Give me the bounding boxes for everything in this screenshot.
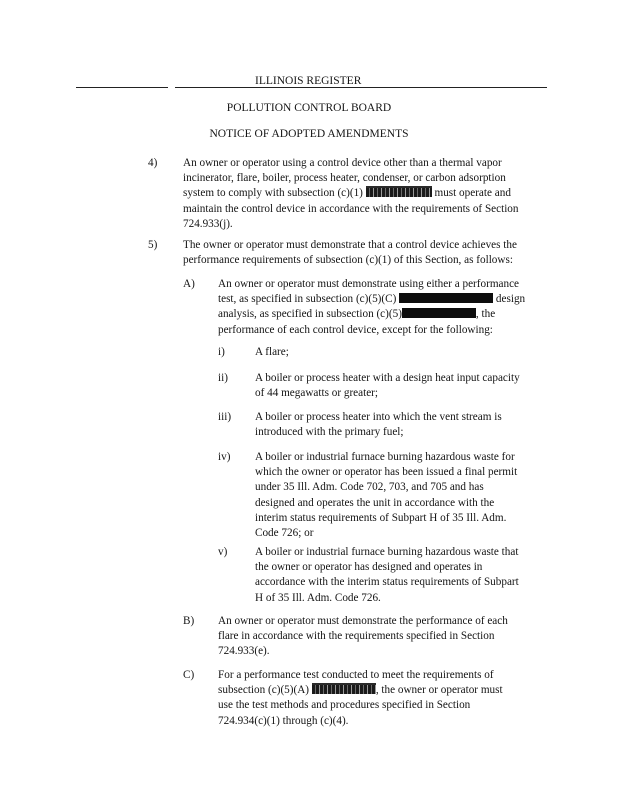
strikethrough-text <box>312 683 376 694</box>
text-line: 724.933(j). <box>183 217 233 230</box>
text-line: An owner or operator must demonstrate the performance of each <box>218 615 508 627</box>
text-line: 724.934(c)(1) through (c)(4). <box>218 714 349 727</box>
text-line: An owner or operator must demonstrate using either a performance <box>218 278 520 290</box>
paragraph-subitem-a <box>218 277 548 338</box>
text-line: 724.933(e). <box>218 645 270 658</box>
redacted-text <box>399 293 493 303</box>
text-line: subsection (c)(5)(A) , the owner or operator must <box>218 684 503 697</box>
text-line: A flare; <box>255 346 289 358</box>
text-line: performance of each control device, except for the following: <box>218 323 493 336</box>
text-line: Code 726; or <box>255 527 314 540</box>
roman-number: iv) <box>218 451 231 463</box>
paragraph-roman-v <box>255 545 555 606</box>
text-line: An owner or operator using a control device other than a thermal vapor <box>183 157 502 169</box>
paragraph-roman-iii <box>255 410 555 440</box>
text-line: A boiler or industrial furnace burning hazardous waste for <box>255 451 515 463</box>
strikethrough-text <box>366 186 432 197</box>
text-line: introduced with the primary fuel; <box>255 426 404 439</box>
text-line: system to comply with subsection (c)(1) must operate and <box>183 187 511 200</box>
redacted-text <box>402 308 476 318</box>
roman-number: v) <box>218 546 228 558</box>
item-number: 5) <box>148 239 158 251</box>
paragraph-subitem-b <box>218 614 548 660</box>
roman-number: i) <box>218 346 225 358</box>
text-line: interim status requirements of Subpart H of 35 Ill. Adm. <box>255 511 507 524</box>
text-line: maintain the control device in accordance with the requirements of Section <box>183 202 519 215</box>
roman-number: ii) <box>218 372 228 384</box>
notice-title: NOTICE OF ADOPTED AMENDMENTS <box>209 128 409 140</box>
text-line: use the test methods and procedures specified in Section <box>218 699 471 712</box>
text-line: of 44 megawatts or greater; <box>255 387 379 400</box>
text-line: A boiler or industrial furnace burning hazardous waste that <box>255 546 519 558</box>
paragraph-subitem-c <box>218 668 548 729</box>
paragraph-roman-i <box>255 345 555 360</box>
paragraph-roman-iv <box>255 450 555 541</box>
text-line: H of 35 Ill. Adm. Code 726. <box>255 591 381 604</box>
text-line: A boiler or process heater with a design heat input capacity <box>255 372 520 384</box>
text-line: For a performance test conducted to meet the requirements of <box>218 669 494 681</box>
text-line: the owner or operator has designed and operates in <box>255 561 483 574</box>
roman-number: iii) <box>218 411 232 423</box>
text-line: A boiler or process heater into which the vent stream is <box>255 411 502 423</box>
register-title: ILLINOIS REGISTER <box>255 75 362 87</box>
board-title: POLLUTION CONTROL BOARD <box>226 102 392 114</box>
subitem-number: C) <box>183 669 195 681</box>
subitem-number: B) <box>183 615 195 627</box>
paragraph-roman-ii <box>255 371 555 401</box>
text-line: designed and operates the unit in accordance with the <box>255 496 495 509</box>
text-line: analysis, as specified in subsection (c)(5) , the <box>218 308 496 321</box>
text-line: flare in accordance with the requirements specified in Section <box>218 630 495 643</box>
paragraph-item-4 <box>183 156 553 232</box>
text-line: test, as specified in subsection (c)(5)(C) design <box>218 293 526 306</box>
text-line: accordance with the interim status requirements of Subpart <box>255 576 519 589</box>
text-line: performance requirements of subsection (c)(1) of this Section, as follows: <box>183 254 513 267</box>
header-rule-left <box>76 87 168 88</box>
item-number: 4) <box>148 157 158 169</box>
text-line: which the owner or operator has been issued a final permit <box>255 466 518 479</box>
text-line: The owner or operator must demonstrate that a control device achieves the <box>183 239 517 251</box>
paragraph-item-5 <box>183 238 553 268</box>
text-line: incinerator, flare, boiler, process heater, condenser, or carbon adsorption <box>183 172 506 185</box>
text-line: under 35 Ill. Adm. Code 702, 703, and 705 and has <box>255 481 484 494</box>
subitem-number: A) <box>183 278 195 290</box>
